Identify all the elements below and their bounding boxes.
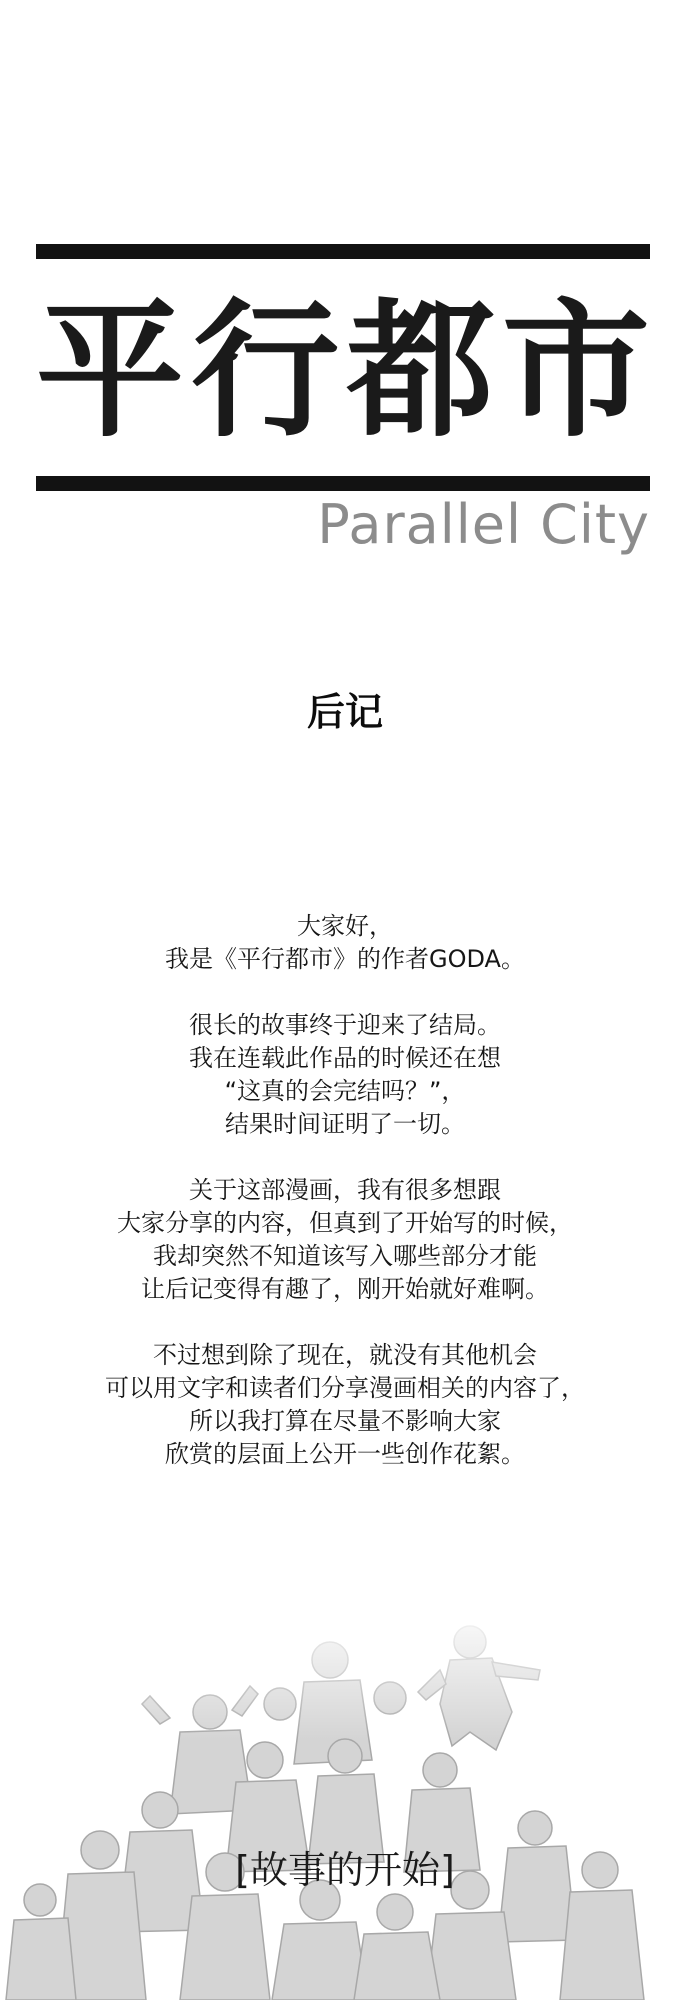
series-logo xyxy=(36,244,652,556)
logo-title-char: 都 xyxy=(346,285,495,457)
logo-subtitle: Parallel City xyxy=(317,493,650,556)
afterword-message xyxy=(0,910,690,1504)
message-line: 很长的故事终于迎来了结局。 xyxy=(189,1011,501,1039)
crowd-silhouette-image xyxy=(0,1600,690,2000)
message-line: 我在连载此作品的时候还在想 xyxy=(189,1044,501,1072)
logo-title-char: 行 xyxy=(191,285,340,457)
message-line: “这真的会完结吗？”， xyxy=(224,1077,466,1105)
message-line: 我是《平行都市》的作者GODA。 xyxy=(165,945,525,973)
message-line: 大家好， xyxy=(297,912,393,940)
message-line: 可以用文字和读者们分享漫画相关的内容了， xyxy=(105,1374,585,1402)
message-line: 所以我打算在尽量不影响大家 xyxy=(189,1407,501,1435)
chapter-caption: [故事的开始] xyxy=(235,1848,455,1892)
message-paragraph xyxy=(0,910,690,976)
logo-top-bar xyxy=(36,244,650,259)
message-line: 结果时间证明了一切。 xyxy=(225,1110,465,1138)
logo-title-char: 平 xyxy=(36,285,184,457)
message-paragraph xyxy=(0,1009,690,1141)
logo-bottom-bar xyxy=(36,476,650,491)
message-paragraph xyxy=(0,1174,690,1306)
message-line: 我却突然不知道该写入哪些部分才能 xyxy=(153,1242,537,1270)
message-line: 不过想到除了现在，就没有其他机会 xyxy=(153,1341,537,1369)
message-line: 大家分享的内容，但真到了开始写的时候， xyxy=(117,1209,573,1237)
message-line: 让后记变得有趣了，刚开始就好难啊。 xyxy=(141,1275,549,1303)
afterword-heading: 后记 xyxy=(306,690,383,734)
message-line: 欣赏的层面上公开一些创作花絮。 xyxy=(165,1440,525,1468)
message-line: 关于这部漫画，我有很多想跟 xyxy=(189,1176,501,1204)
group-illustration xyxy=(0,1600,690,2000)
logo-title-char: 市 xyxy=(501,285,650,457)
message-paragraph xyxy=(0,1339,690,1471)
logo-title xyxy=(36,286,650,456)
